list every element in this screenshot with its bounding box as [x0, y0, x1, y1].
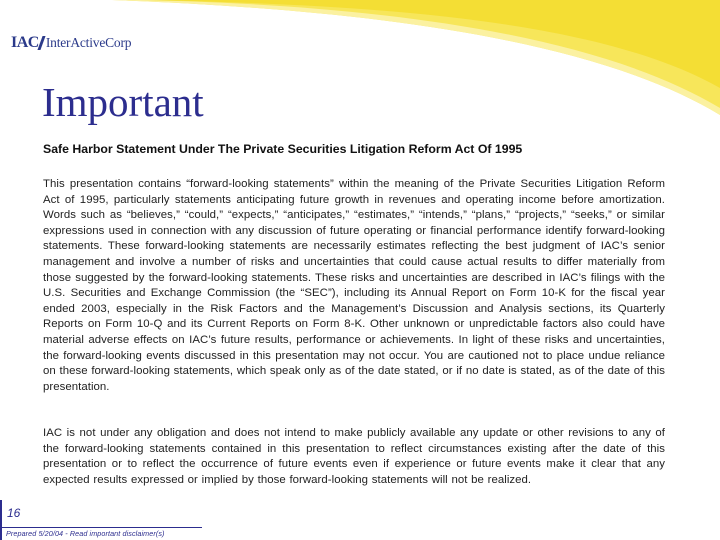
slide-title: Important: [42, 79, 204, 125]
disclaimer-paragraph-2: IAC is not under any obligation and does not intend to make publicly available any update or other revisions to any of the forward-looking statements contained in this presentation to reflect circumstances existing after the date of this presentation or to reflect the occurrence of future events even if experience or future events make it clear that any expected results expressed or implied by those forward-looking statements will not be realized.: [43, 427, 665, 486]
footer-rule: [2, 527, 202, 528]
footer-note: Prepared 5/20/04 - Read important disclaimer(s): [6, 529, 165, 538]
slide-subtitle: Safe Harbor Statement Under The Private Securities Litigation Reform Act Of 1995: [43, 142, 523, 156]
company-logo: [11, 34, 131, 52]
page-number: 16: [7, 506, 21, 520]
logo-mark: IAC: [11, 34, 39, 51]
left-accent-rule: [0, 500, 2, 540]
logo-text: InterActiveCorp: [45, 35, 132, 50]
disclaimer-paragraph-1: This presentation contains “forward-looking statements” within the meaning of the Private Securities Litigation Reform Act of 1995, particularly statements anticipating future growth in revenues and operating income before amortization. Words such as “believes,” “could,” “expects,” “anticipates,” “estimates,” “intends,” “plans,” “projects,” “seeks,” or similar expressions used in connection with any discussion of future operating or financial performance identify forward-looking statements. These forward-looking statements are necessarily estimates reflecting the best judgment of IAC’s senior management and involve a number of risks and uncertainties that could cause actual results to differ materially from those suggested by the forward-looking statements. These risks and uncertainties are described in IAC’s filings with the U.S. Securities and Exchange Commission (the “SEC”), including its Annual Report on Form 10-K for the fiscal year ended 2003, especially in the Risk Factors and the Management’s Discussion and Analysis sections, its Quarterly Reports on Form 10-Q and its Current Reports on Form 8-K. Other unknown or unpredictable factors also could have material adverse effects on IAC’s future results, performance or achievements. In light of these risks and uncertainties, the forward-looking events discussed in this presentation may not occur. You are cautioned not to place undue reliance on these forward-looking statements, which speak only as of the date stated, or if no date is stated, as of the date of this presentation.: [43, 178, 665, 393]
